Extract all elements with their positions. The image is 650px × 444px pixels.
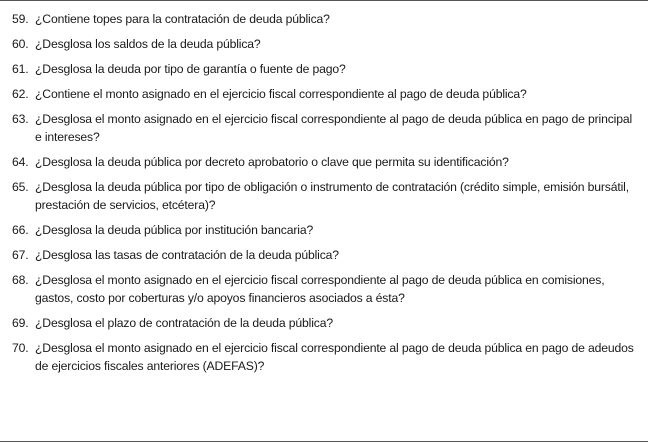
question-item: [12, 339, 638, 375]
question-text: ¿Contiene el monto asignado en el ejercicio fiscal correspondiente al pago de deuda pública?: [35, 87, 527, 101]
question-number: 69.: [12, 316, 29, 330]
question-text: ¿Desglosa el plazo de contratación de la deuda pública?: [35, 316, 333, 330]
question-item: [12, 314, 638, 332]
question-number: 62.: [12, 87, 29, 101]
question-number: 68.: [12, 273, 29, 287]
question-list: [12, 10, 638, 382]
question-number: 67.: [12, 248, 29, 262]
question-number: 64.: [12, 155, 29, 169]
question-number: 70.: [12, 341, 29, 355]
question-item: [12, 85, 638, 103]
question-item: [12, 153, 638, 171]
question-text: ¿Desglosa la deuda pública por decreto aprobatorio o clave que permita su identificación?: [35, 155, 509, 169]
question-number: 66.: [12, 223, 29, 237]
question-text: ¿Contiene topes para la contratación de deuda pública?: [35, 12, 330, 26]
question-item: [12, 60, 638, 78]
question-text: ¿Desglosa los saldos de la deuda pública?: [35, 37, 261, 51]
question-number: 59.: [12, 12, 29, 26]
question-text: ¿Desglosa las tasas de contratación de la deuda pública?: [35, 248, 339, 262]
question-item: [12, 35, 638, 53]
question-number: 60.: [12, 37, 29, 51]
question-item: [12, 271, 638, 307]
question-text: ¿Desglosa el monto asignado en el ejercicio fiscal correspondiente al pago de deuda pública en pago de principal e intereses?: [35, 112, 633, 144]
question-text: ¿Desglosa la deuda pública por tipo de obligación o instrumento de contratación (crédito simple, emisión bursátil, prestación de servicios, etcétera)?: [35, 180, 629, 212]
question-item: [12, 221, 638, 239]
question-text: ¿Desglosa la deuda por tipo de garantía o fuente de pago?: [35, 62, 346, 76]
question-item: [12, 246, 638, 264]
question-item: [12, 10, 638, 28]
question-number: 63.: [12, 112, 29, 126]
question-number: 65.: [12, 180, 29, 194]
question-item: [12, 178, 638, 214]
question-text: ¿Desglosa la deuda pública por institución bancaria?: [35, 223, 314, 237]
question-text: ¿Desglosa el monto asignado en el ejercicio fiscal correspondiente al pago de deuda pública en comisiones, gastos, costo por coberturas y/o apoyos financieros asociados a ésta?: [35, 273, 605, 305]
question-text: ¿Desglosa el monto asignado en el ejercicio fiscal correspondiente al pago de deuda pública en pago de adeudos de ejercicios fiscales anteriores (ADEFAS)?: [35, 341, 634, 373]
question-item: [12, 110, 638, 146]
question-number: 61.: [12, 62, 29, 76]
